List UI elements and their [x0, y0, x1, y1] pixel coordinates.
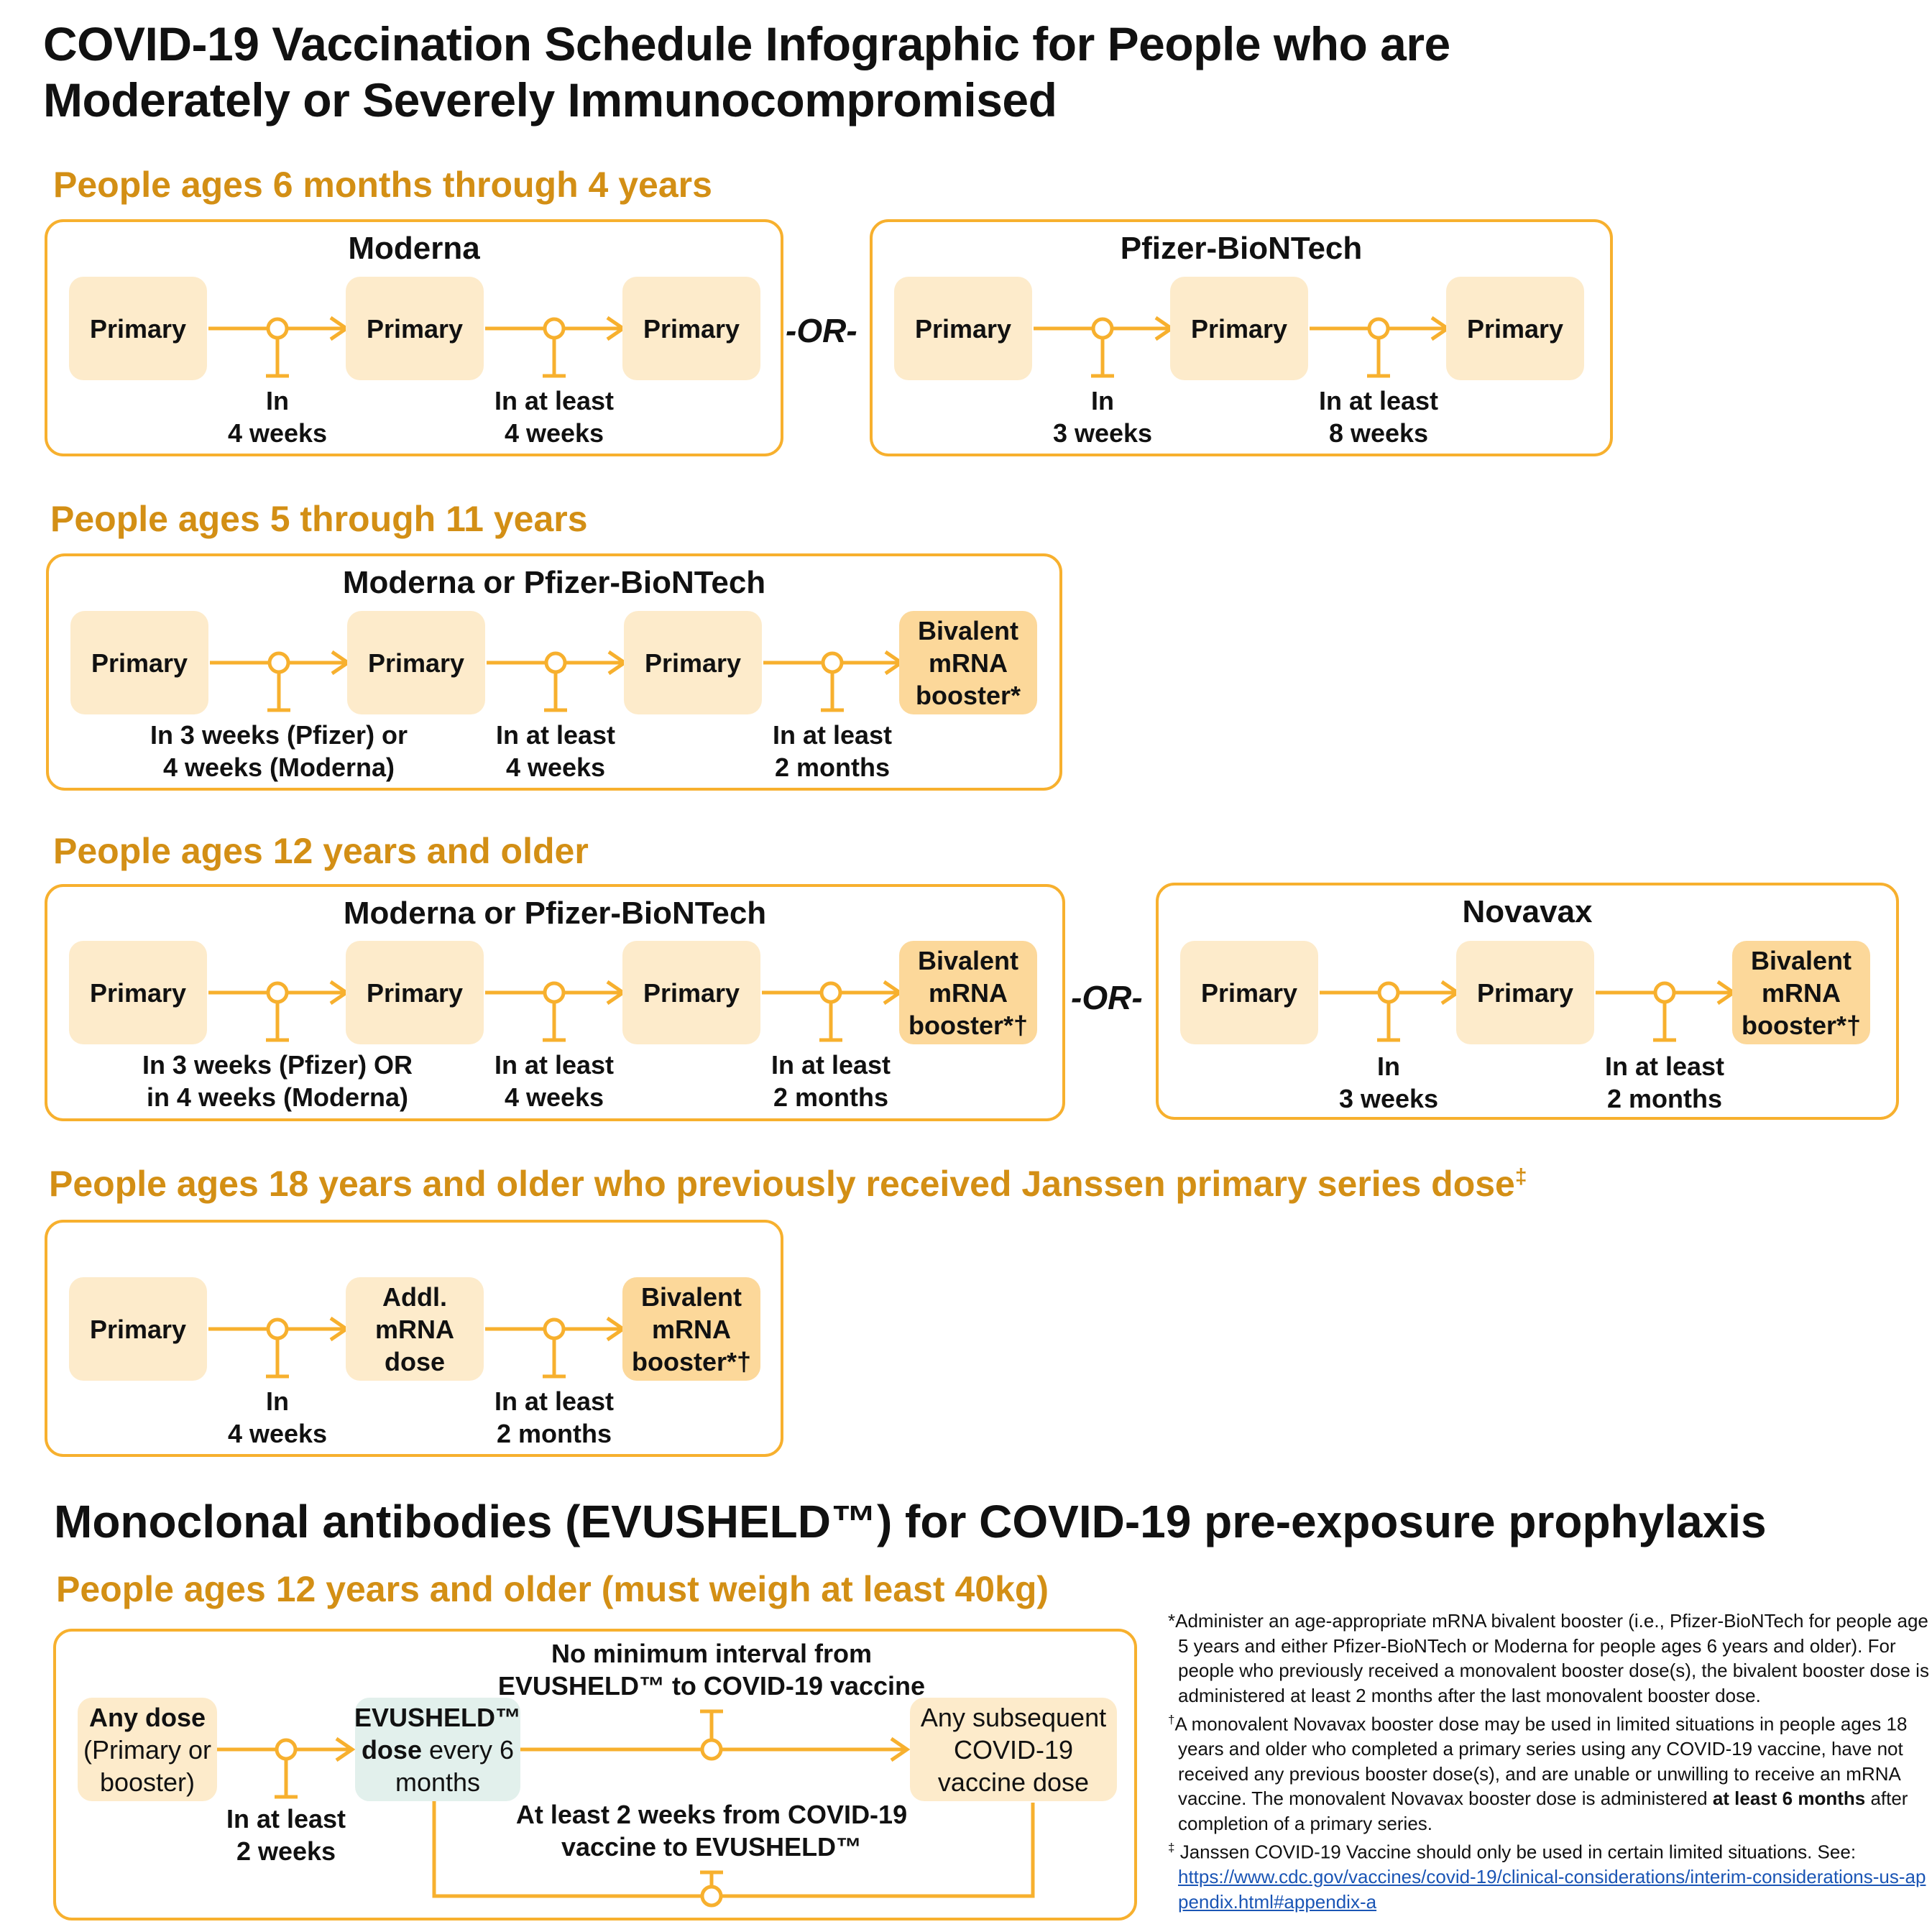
dose-box: Primary [346, 277, 484, 380]
interval-label: In at least 8 weeks [1318, 386, 1439, 448]
cdc-appendix-link[interactable]: https://www.cdc.gov/vaccines/covid-19/clinical-considerations/interim-considerations-us-appendix.html#appendix-a [1178, 1866, 1926, 1913]
dose-box: Primary [69, 941, 207, 1044]
booster-box: Bivalent mRNA booster*† [899, 941, 1037, 1044]
interval-label: In 3 weeks (Pfizer) or 4 weeks (Moderna) [150, 720, 408, 782]
panel-title: Novavax [1462, 894, 1593, 929]
dose-box: Primary [1170, 277, 1308, 380]
panel-title: Pfizer-BioNTech [1120, 231, 1363, 266]
interval-label: In 4 weeks [227, 386, 328, 448]
panel-title: Moderna or Pfizer-BioNTech [342, 565, 766, 600]
interval-label: In at least 4 weeks [494, 386, 615, 448]
top-interval-label: No minimum interval from EVUSHELD™ to COVID-19 vaccine [497, 1639, 926, 1701]
booster-box: Bivalent mRNA booster*† [1732, 941, 1870, 1044]
any-dose-box: Any dose (Primary or booster) [78, 1698, 217, 1801]
evusheld-heading: Monoclonal antibodies (EVUSHELD™) for COVID-19 pre-exposure prophylaxis [54, 1496, 1767, 1547]
dose-box: Primary [624, 611, 762, 714]
section-heading-12y: People ages 12 years and older [53, 831, 589, 871]
dose-box: Primary [1180, 941, 1318, 1044]
interval-label: In 3 weeks [1052, 386, 1153, 448]
footnote-star: *Administer an age-appropriate mRNA bivalent booster (i.e., Pfizer-BioNTech for people age 5 years and either Pfizer-BioNTech or Moderna for people ages 6 years and older). For people who previously received a monovalent booster dose(s), the bivalent booster dose is administered at least 2 months after the last monovalent booster dose. [1168, 1610, 1929, 1706]
dose-box: Primary [622, 941, 760, 1044]
dose-box: Primary [1446, 277, 1584, 380]
or-label: -OR- [1071, 979, 1143, 1016]
bottom-interval-label: At least 2 weeks from COVID-19 vaccine to EVUSHELD™ [515, 1800, 908, 1862]
dose-box: Primary [347, 611, 485, 714]
page-title: COVID-19 Vaccination Schedule Infographic for People who are Moderately or Severely Immunocompromised [43, 17, 1450, 126]
interval-label: In at least 4 weeks [494, 1050, 615, 1112]
or-label: -OR- [786, 312, 857, 349]
section-heading-6m-4y: People ages 6 months through 4 years [53, 165, 712, 205]
footnote-double-dagger: ‡ Janssen COVID-19 Vaccine should only be used in certain limited situations. See: https://www.cdc.gov/vaccines/covid-19/clinical-considerations/interim-considerations-us-appendix.html#appendix-a [1168, 1841, 1926, 1913]
footnote-dagger: †A monovalent Novavax booster dose may be used in limited situations in people ages 18 years and older who completed a primary series using any COVID-19 vaccine, have not received any previous booster dose(s), and are unable or unwilling to receive an mRNA vaccine. The monovalent Novavax booster dose is administered at least 6 months after completion of a primary series. [1168, 1713, 1908, 1834]
interval-label: In at least 2 months [494, 1386, 615, 1448]
interval-label: In at least 2 months [770, 1050, 891, 1112]
subsequent-vaccine-box: Any subsequent COVID-19 vaccine dose [910, 1698, 1117, 1801]
interval-label: In 3 weeks (Pfizer) OR in 4 weeks (Moderna) [142, 1050, 413, 1112]
interval-label: In at least 2 months [772, 720, 893, 782]
dose-box: Primary [70, 611, 208, 714]
dose-box: Primary [894, 277, 1032, 380]
booster-box: Bivalent mRNA booster*† [622, 1277, 760, 1381]
dose-box: Primary [622, 277, 760, 380]
panel-title: Moderna [348, 231, 480, 266]
dose-box: Primary [346, 941, 484, 1044]
interval-label: In at least 4 weeks [495, 720, 616, 782]
booster-box: Bivalent mRNA booster* [899, 611, 1037, 714]
interval-label: In 4 weeks [227, 1386, 328, 1448]
double-dagger-mark: ‡ [1514, 1164, 1527, 1189]
evusheld-dose-box: EVUSHELD™ dose every 6 months [355, 1698, 520, 1801]
evusheld-subheading: People ages 12 years and older (must weigh at least 40kg) [56, 1569, 1049, 1609]
dose-box: Primary [69, 277, 207, 380]
dose-box: Primary [1456, 941, 1594, 1044]
section-heading-5-11y: People ages 5 through 11 years [50, 499, 588, 539]
footnotes [1168, 1609, 1930, 1914]
interval-label: In at least 2 months [1604, 1052, 1725, 1113]
addl-dose-box: Addl. mRNA dose [346, 1277, 484, 1381]
dose-box: Primary [69, 1277, 207, 1381]
interval-label: In 3 weeks [1338, 1052, 1439, 1113]
section-heading-18y-janssen: People ages 18 years and older who previously received Janssen primary series dose‡ [49, 1164, 1527, 1204]
interval-label: In at least 2 weeks [226, 1804, 346, 1866]
panel-title: Moderna or Pfizer-BioNTech [343, 896, 767, 931]
